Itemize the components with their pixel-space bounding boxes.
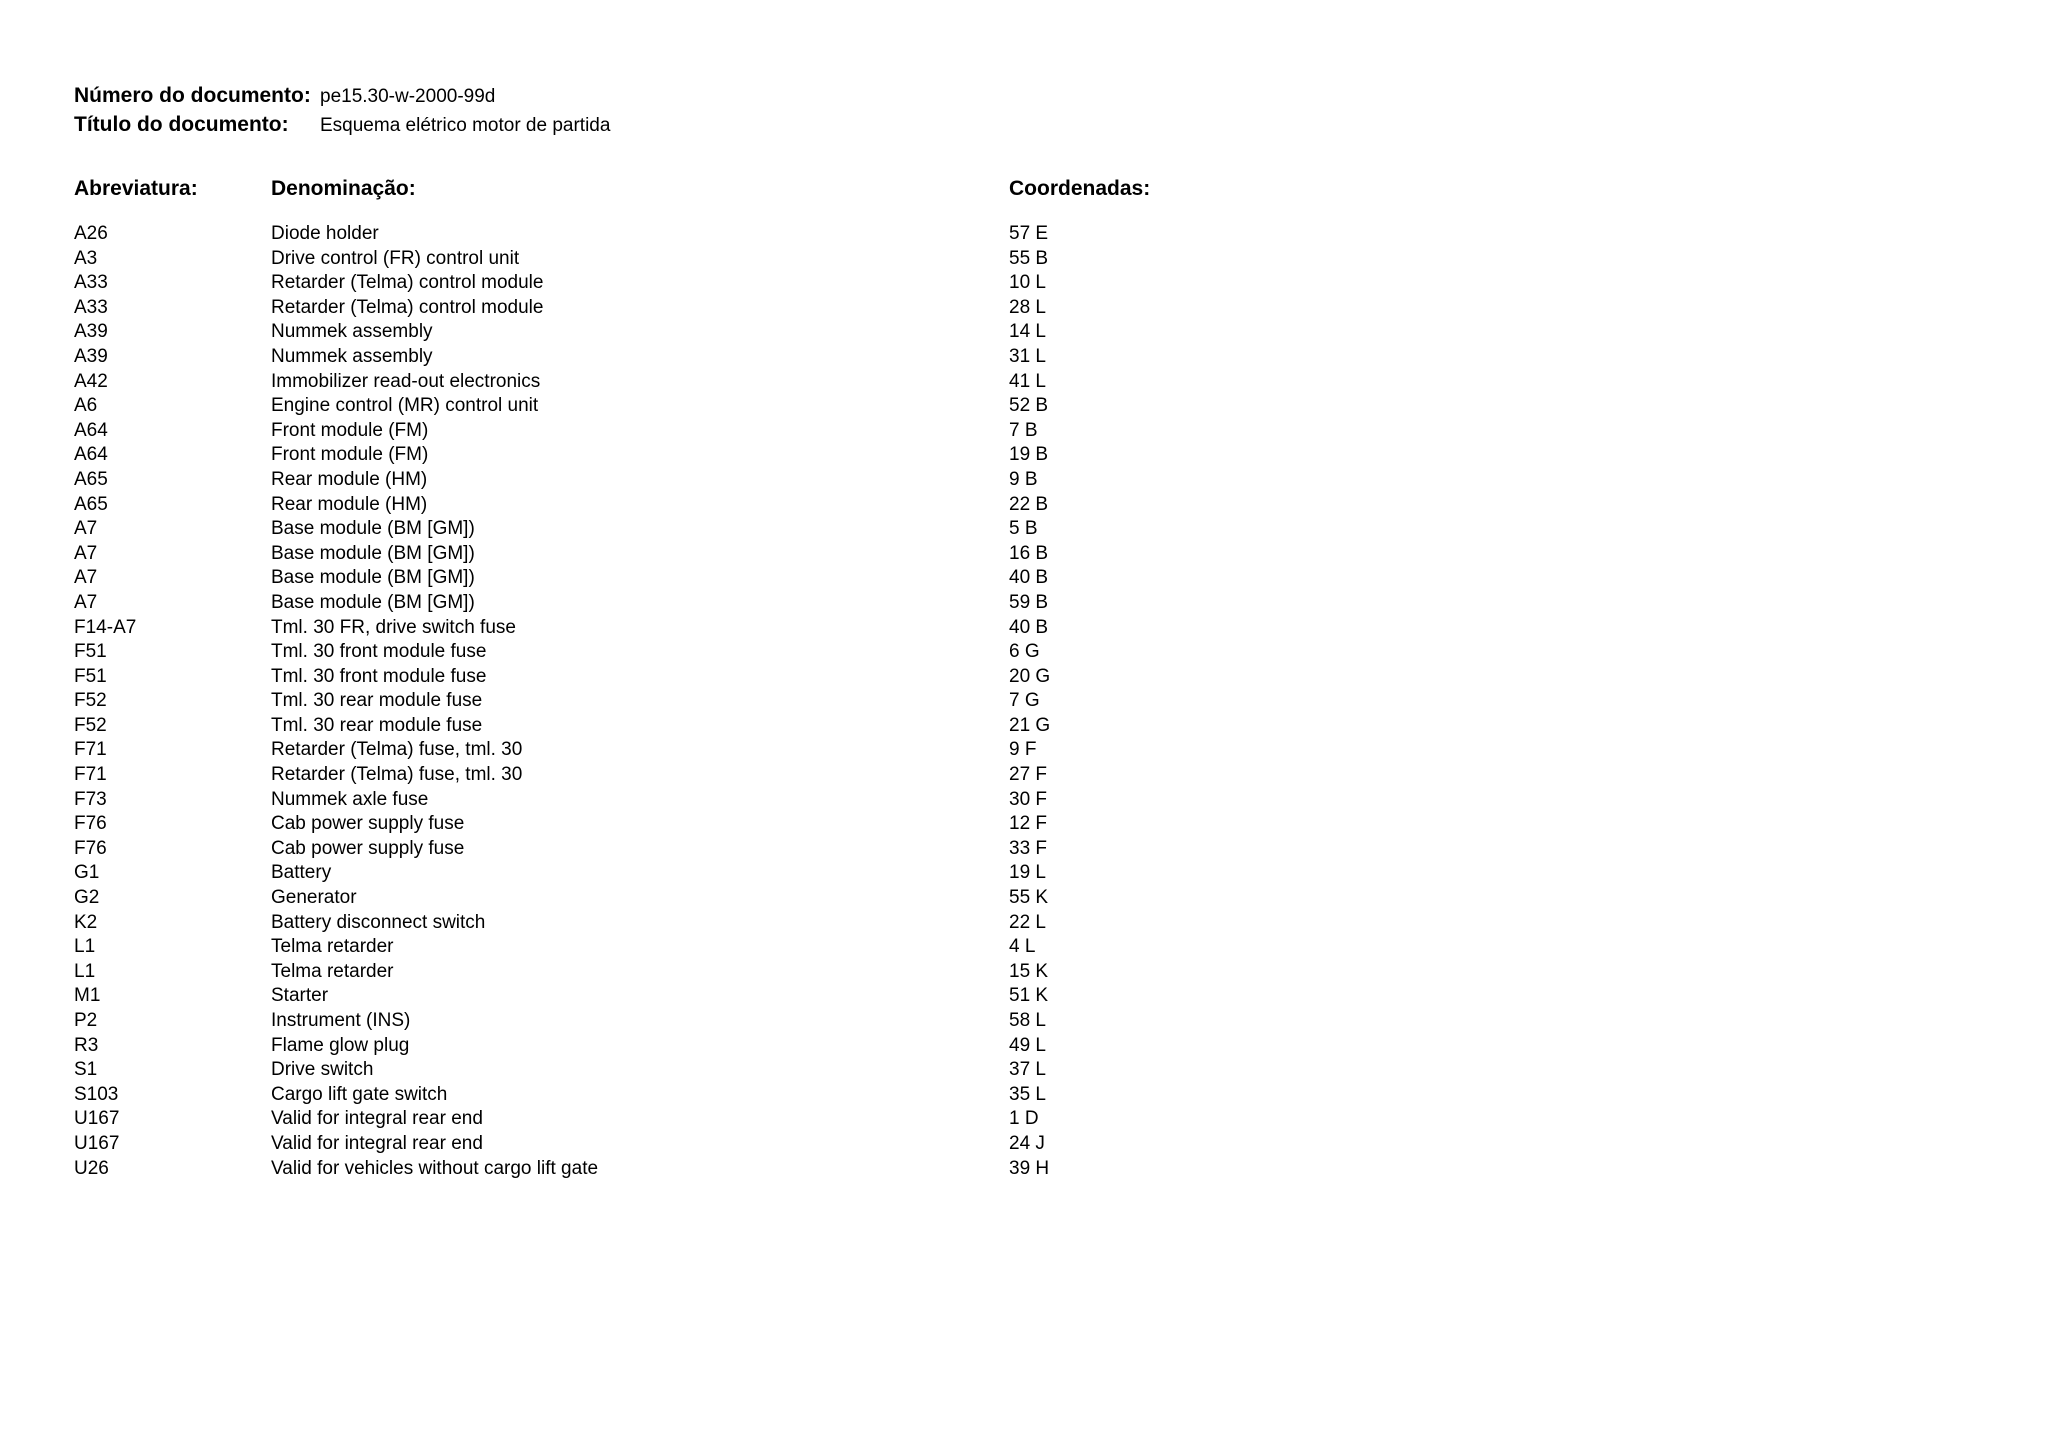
cell-abbreviation: F52 bbox=[74, 690, 107, 712]
cell-denomination: Cargo lift gate switch bbox=[271, 1083, 448, 1105]
cell-coordinates: 6 G bbox=[1009, 641, 1040, 663]
cell-coordinates: 15 K bbox=[1009, 960, 1049, 982]
cell-abbreviation: F76 bbox=[74, 813, 107, 835]
cell-abbreviation: G2 bbox=[74, 887, 100, 909]
cell-abbreviation: A3 bbox=[74, 247, 98, 269]
cell-coordinates: 22 B bbox=[1009, 493, 1049, 515]
cell-abbreviation: A64 bbox=[74, 419, 108, 441]
cell-coordinates: 9 F bbox=[1009, 739, 1037, 761]
cell-coordinates: 19 B bbox=[1009, 444, 1049, 466]
document-number-label: Número do documento: bbox=[74, 84, 311, 107]
table-row bbox=[0, 960, 2048, 985]
cell-coordinates: 19 L bbox=[1009, 862, 1046, 884]
cell-coordinates: 52 B bbox=[1009, 395, 1049, 417]
cell-coordinates: 24 J bbox=[1009, 1132, 1045, 1154]
cell-denomination: Front module (FM) bbox=[271, 419, 429, 441]
cell-abbreviation: G1 bbox=[74, 862, 100, 884]
cell-abbreviation: P2 bbox=[74, 1010, 98, 1031]
cell-denomination: Retarder (Telma) control module bbox=[271, 272, 544, 294]
table-row bbox=[0, 296, 2048, 321]
cell-coordinates: 20 G bbox=[1009, 665, 1051, 687]
table-row bbox=[0, 812, 2048, 837]
cell-denomination: Retarder (Telma) fuse, tml. 30 bbox=[271, 764, 523, 786]
cell-coordinates: 22 L bbox=[1009, 911, 1046, 933]
cell-abbreviation: M1 bbox=[74, 985, 101, 1007]
cell-denomination: Rear module (HM) bbox=[271, 493, 428, 515]
table-row bbox=[0, 886, 2048, 911]
table-row bbox=[0, 566, 2048, 591]
cell-coordinates: 27 F bbox=[1009, 764, 1048, 786]
cell-coordinates: 12 F bbox=[1009, 813, 1048, 835]
cell-denomination: Flame glow plug bbox=[271, 1034, 410, 1056]
table-row bbox=[0, 419, 2048, 444]
cell-denomination: Tml. 30 front module fuse bbox=[271, 641, 487, 663]
cell-coordinates: 57 E bbox=[1009, 223, 1049, 244]
table-row bbox=[0, 345, 2048, 370]
cell-denomination: Telma retarder bbox=[271, 960, 394, 982]
table-row bbox=[0, 517, 2048, 542]
cell-coordinates: 40 B bbox=[1009, 616, 1049, 638]
cell-abbreviation: A33 bbox=[74, 272, 108, 294]
cell-abbreviation: A26 bbox=[74, 223, 108, 244]
cell-abbreviation: S103 bbox=[74, 1083, 119, 1105]
table-row bbox=[0, 935, 2048, 960]
cell-coordinates: 9 B bbox=[1009, 468, 1038, 490]
cell-denomination: Immobilizer read-out electronics bbox=[271, 370, 541, 392]
table-row bbox=[0, 320, 2048, 345]
cell-denomination: Drive control (FR) control unit bbox=[271, 247, 520, 269]
cell-denomination: Nummek axle fuse bbox=[271, 788, 429, 810]
cell-denomination: Telma retarder bbox=[271, 936, 394, 958]
cell-abbreviation: L1 bbox=[74, 960, 96, 982]
cell-abbreviation: S1 bbox=[74, 1059, 98, 1081]
cell-coordinates: 10 L bbox=[1009, 272, 1046, 294]
table-row bbox=[0, 370, 2048, 395]
cell-abbreviation: A65 bbox=[74, 493, 108, 515]
cell-coordinates: 59 B bbox=[1009, 591, 1049, 613]
cell-coordinates: 55 K bbox=[1009, 887, 1049, 909]
cell-coordinates: 49 L bbox=[1009, 1034, 1046, 1056]
table-row bbox=[0, 714, 2048, 739]
table-row bbox=[0, 1107, 2048, 1132]
table-row bbox=[0, 616, 2048, 641]
cell-coordinates: 41 L bbox=[1009, 370, 1046, 392]
cell-abbreviation: K2 bbox=[74, 911, 98, 933]
cell-abbreviation: A65 bbox=[74, 468, 108, 490]
cell-abbreviation: F76 bbox=[74, 837, 107, 859]
cell-coordinates: 28 L bbox=[1009, 296, 1046, 318]
cell-abbreviation: F14-A7 bbox=[74, 616, 137, 638]
cell-coordinates: 7 G bbox=[1009, 690, 1040, 712]
cell-abbreviation: R3 bbox=[74, 1034, 99, 1056]
cell-coordinates: 58 L bbox=[1009, 1010, 1046, 1031]
table-row bbox=[0, 640, 2048, 665]
cell-coordinates: 51 K bbox=[1009, 985, 1049, 1007]
cell-denomination: Nummek assembly bbox=[271, 345, 433, 367]
cell-coordinates: 7 B bbox=[1009, 419, 1038, 441]
cell-denomination: Valid for vehicles without cargo lift gate bbox=[271, 1157, 599, 1179]
cell-denomination: Tml. 30 rear module fuse bbox=[271, 714, 483, 736]
cell-abbreviation: A7 bbox=[74, 518, 98, 540]
table-row bbox=[0, 911, 2048, 936]
cell-abbreviation: F71 bbox=[74, 764, 107, 786]
cell-denomination: Nummek assembly bbox=[271, 321, 433, 343]
cell-abbreviation: U167 bbox=[74, 1132, 120, 1154]
cell-coordinates: 21 G bbox=[1009, 714, 1051, 736]
table-row bbox=[0, 394, 2048, 419]
table-row bbox=[0, 665, 2048, 690]
cell-denomination: Tml. 30 front module fuse bbox=[271, 665, 487, 687]
cell-denomination: Base module (BM [GM]) bbox=[271, 518, 475, 540]
cell-coordinates: 55 B bbox=[1009, 247, 1049, 269]
cell-denomination: Generator bbox=[271, 887, 357, 909]
cell-denomination: Engine control (MR) control unit bbox=[271, 395, 539, 417]
cell-coordinates: 14 L bbox=[1009, 321, 1046, 343]
cell-denomination: Front module (FM) bbox=[271, 444, 429, 466]
cell-abbreviation: L1 bbox=[74, 936, 96, 958]
cell-denomination: Battery disconnect switch bbox=[271, 911, 486, 933]
cell-abbreviation: A39 bbox=[74, 321, 108, 343]
cell-coordinates: 30 F bbox=[1009, 788, 1048, 810]
table-row bbox=[0, 1058, 2048, 1083]
cell-abbreviation: A42 bbox=[74, 370, 108, 392]
cell-coordinates: 35 L bbox=[1009, 1083, 1046, 1105]
cell-denomination: Retarder (Telma) fuse, tml. 30 bbox=[271, 739, 523, 761]
cell-abbreviation: A39 bbox=[74, 345, 108, 367]
table-row bbox=[0, 1034, 2048, 1059]
cell-coordinates: 1 D bbox=[1009, 1108, 1039, 1130]
cell-coordinates: 37 L bbox=[1009, 1059, 1046, 1081]
cell-coordinates: 16 B bbox=[1009, 542, 1049, 564]
table-row bbox=[0, 763, 2048, 788]
cell-denomination: Starter bbox=[271, 985, 329, 1007]
header-denomination: Denominação: bbox=[271, 177, 416, 200]
table-row bbox=[0, 271, 2048, 296]
cell-coordinates: 39 H bbox=[1009, 1157, 1050, 1179]
cell-abbreviation: F71 bbox=[74, 739, 107, 761]
cell-abbreviation: A7 bbox=[74, 591, 98, 613]
table-row bbox=[0, 591, 2048, 616]
cell-abbreviation: F52 bbox=[74, 714, 107, 736]
cell-denomination: Drive switch bbox=[271, 1059, 374, 1081]
cell-denomination: Base module (BM [GM]) bbox=[271, 542, 475, 564]
table-row bbox=[0, 689, 2048, 714]
cell-denomination: Diode holder bbox=[271, 223, 379, 244]
cell-denomination: Tml. 30 rear module fuse bbox=[271, 690, 483, 712]
cell-coordinates: 40 B bbox=[1009, 567, 1049, 589]
cell-denomination: Cab power supply fuse bbox=[271, 813, 465, 835]
cell-abbreviation: F73 bbox=[74, 788, 107, 810]
cell-coordinates: 33 F bbox=[1009, 837, 1048, 859]
cell-denomination: Instrument (INS) bbox=[271, 1010, 411, 1031]
header-coordinates: Coordenadas: bbox=[1009, 177, 1151, 200]
cell-abbreviation: A6 bbox=[74, 395, 98, 417]
table-row bbox=[0, 542, 2048, 567]
table-row bbox=[0, 1132, 2048, 1157]
header-abbreviation: Abreviatura: bbox=[74, 177, 198, 200]
cell-abbreviation: F51 bbox=[74, 641, 107, 663]
table-row bbox=[0, 493, 2048, 518]
cell-coordinates: 5 B bbox=[1009, 518, 1038, 540]
table-row bbox=[0, 738, 2048, 763]
cell-abbreviation: A7 bbox=[74, 567, 98, 589]
table-row bbox=[0, 984, 2048, 1009]
cell-coordinates: 31 L bbox=[1009, 345, 1046, 367]
table-row bbox=[0, 443, 2048, 468]
table-row bbox=[0, 837, 2048, 862]
component-table bbox=[0, 222, 2048, 1181]
cell-denomination: Base module (BM [GM]) bbox=[271, 591, 475, 613]
cell-denomination: Rear module (HM) bbox=[271, 468, 428, 490]
document-title-label: Título do documento: bbox=[74, 113, 289, 136]
cell-abbreviation: A33 bbox=[74, 296, 108, 318]
cell-denomination: Valid for integral rear end bbox=[271, 1108, 483, 1130]
document-number-value: pe15.30-w-2000-99d bbox=[320, 86, 496, 107]
cell-abbreviation: U167 bbox=[74, 1108, 120, 1130]
cell-denomination: Retarder (Telma) control module bbox=[271, 296, 544, 318]
cell-coordinates: 4 L bbox=[1009, 936, 1036, 958]
cell-denomination: Tml. 30 FR, drive switch fuse bbox=[271, 616, 516, 638]
cell-abbreviation: A64 bbox=[74, 444, 108, 466]
cell-abbreviation: F51 bbox=[74, 665, 107, 687]
document-title-value: Esquema elétrico motor de partida bbox=[320, 115, 611, 136]
cell-denomination: Battery bbox=[271, 862, 332, 884]
cell-abbreviation: A7 bbox=[74, 542, 98, 564]
table-row bbox=[0, 468, 2048, 493]
cell-denomination: Valid for integral rear end bbox=[271, 1132, 483, 1154]
table-row bbox=[0, 1083, 2048, 1108]
table-row bbox=[0, 861, 2048, 886]
cell-abbreviation: U26 bbox=[74, 1157, 109, 1179]
table-row bbox=[0, 247, 2048, 272]
table-row bbox=[0, 1009, 2048, 1034]
table-row bbox=[0, 788, 2048, 813]
table-row bbox=[0, 222, 2048, 247]
cell-denomination: Base module (BM [GM]) bbox=[271, 567, 475, 589]
cell-denomination: Cab power supply fuse bbox=[271, 837, 465, 859]
table-row bbox=[0, 1157, 2048, 1182]
